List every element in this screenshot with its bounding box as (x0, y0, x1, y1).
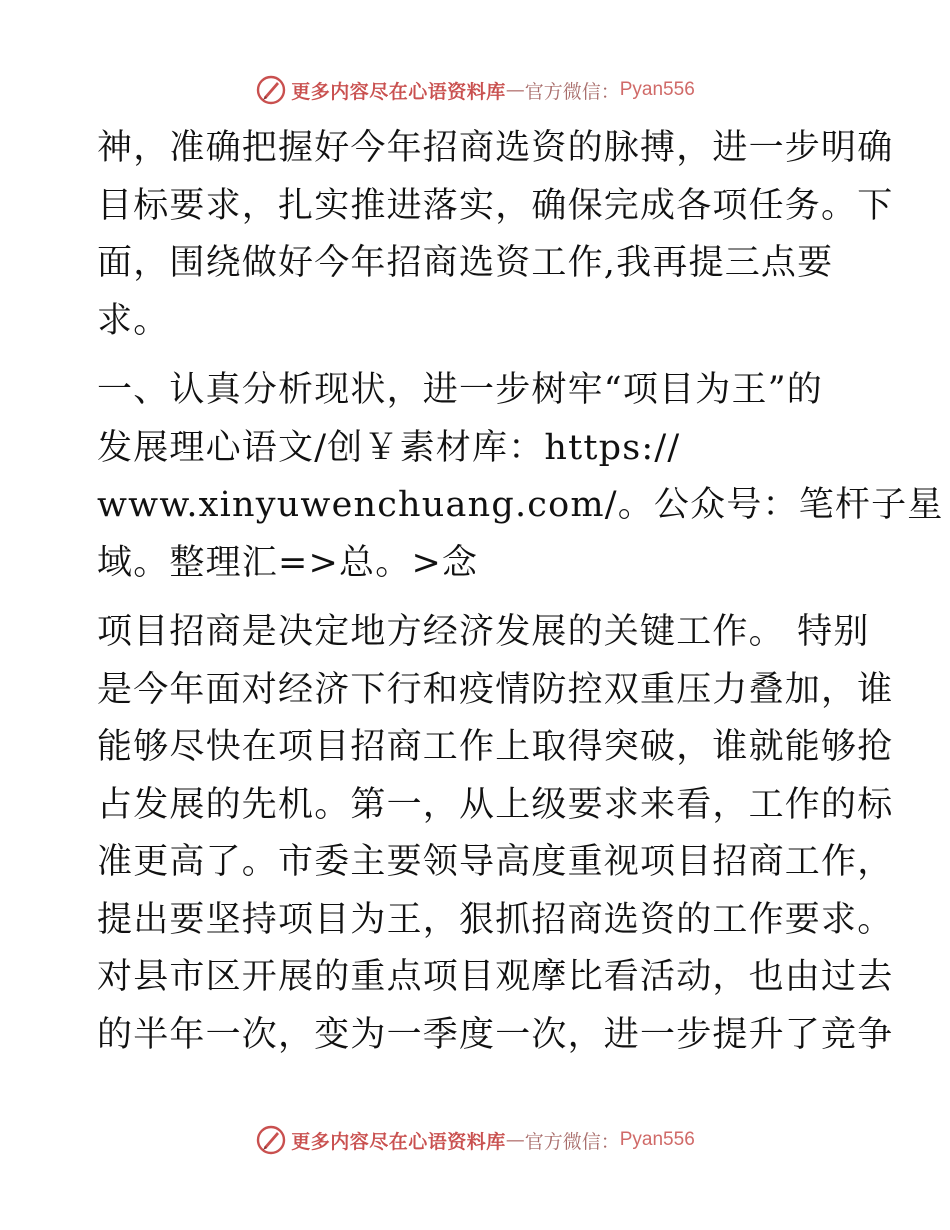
text-line: 占发展的先机。第一，从上级要求来看，工作的标 (97, 784, 894, 825)
text-line: 能够尽快在项目招商工作上取得突破，谁就能够抢 (97, 727, 894, 767)
watermark-wechat-label: 官方微信： (524, 80, 620, 103)
text-line: 的半年一次，变为一季度一次，进一步提升了竞争 (97, 1014, 894, 1055)
watermark-wechat-id: Pyan556 (619, 1129, 695, 1150)
text-line: 面，围绕做好今年招商选资工作,我再提三点要 (97, 243, 834, 283)
text-line: 发展理心语文/创￥素材库：https:// (97, 427, 681, 468)
text-line: 是今年面对经济下行和疫情防控双重压力叠加，谁 (97, 669, 894, 710)
text-line: 目标要求，扎实推进落实，确保完成各项任务。下 (97, 185, 894, 226)
footer-watermark (0, 1120, 950, 1160)
watermark-separator: — (505, 1129, 525, 1151)
paragraph-2-heading (97, 362, 944, 592)
text-line: www.xinyuwenchuang.com/。公众号：笔杆子星 (97, 485, 944, 525)
quill-circle-logo-icon (255, 1124, 287, 1156)
watermark-wechat-id: Pyan556 (619, 79, 695, 100)
watermark-text: 更多内容尽在心语资料库 (291, 80, 506, 103)
text-line: 准更高了。市委主要领导高度重视项目招商工作， (97, 842, 894, 882)
header-watermark (0, 70, 950, 110)
text-line: 项目招商是决定地方经济发展的关键工作。 特别 (97, 612, 870, 652)
document-body (97, 120, 944, 1076)
watermark-separator: — (505, 79, 525, 101)
text-line: 对县市区开展的重点项目观摩比看活动，也由过去 (97, 957, 894, 997)
text-line: 域。整理汇=>总。>念 (97, 542, 479, 583)
text-line: 提出要坚持项目为王，狠抓招商选资的工作要求。 (97, 899, 894, 940)
text-line: 神，准确把握好今年招商选资的脉搏，进一步明确 (97, 128, 894, 168)
text-line: 一、认真分析现状，进一步树牢“项目为王”的 (97, 370, 823, 410)
quill-circle-logo-icon (255, 74, 287, 106)
watermark-wechat-label: 官方微信： (524, 1130, 620, 1153)
text-line: 求。 (97, 300, 170, 341)
paragraph-1 (97, 120, 894, 350)
watermark-text: 更多内容尽在心语资料库 (291, 1130, 506, 1153)
paragraph-3 (97, 604, 894, 1064)
